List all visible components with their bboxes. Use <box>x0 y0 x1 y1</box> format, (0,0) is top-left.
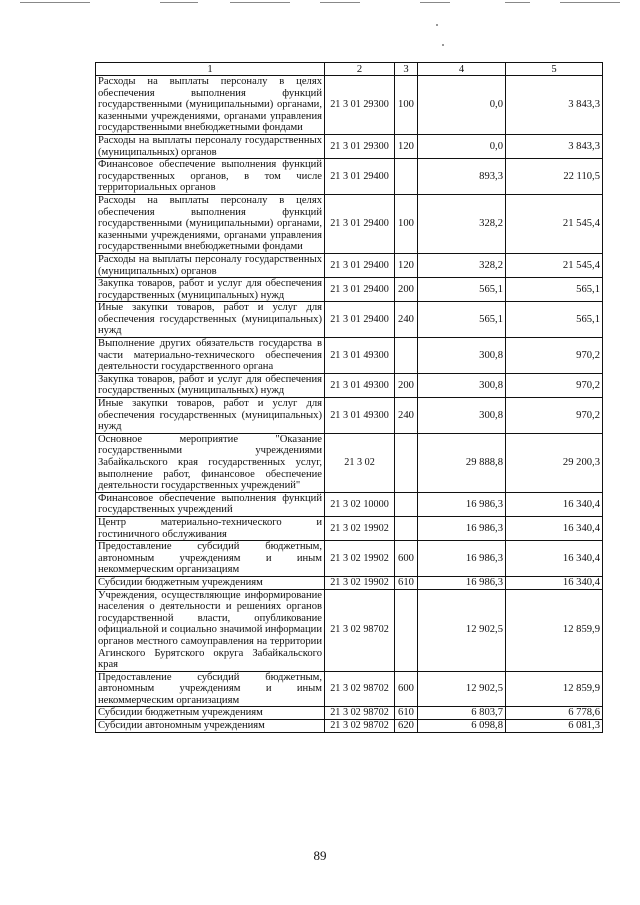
row-code-cell: 21 3 01 49300 <box>325 373 395 397</box>
table-body <box>96 76 603 733</box>
row-code-cell: 21 3 01 49300 <box>325 338 395 374</box>
row-name-cell: Финансовое обеспечение выполнения функций государственных учреждений <box>96 492 325 516</box>
row-value-col4: 12 902,5 <box>418 589 506 671</box>
table-row <box>96 576 603 589</box>
row-type-cell: 100 <box>395 76 418 135</box>
table-row <box>96 76 603 135</box>
table-row <box>96 278 603 302</box>
row-name-cell: Центр материально-технического и гостиничного обслуживания <box>96 516 325 540</box>
table-row <box>96 373 603 397</box>
row-type-cell: 120 <box>395 253 418 277</box>
row-value-col5: 3 843,3 <box>506 76 603 135</box>
row-value-col5: 16 340,4 <box>506 492 603 516</box>
table-row <box>96 671 603 707</box>
scan-speck <box>436 24 438 26</box>
row-code-cell: 21 3 02 98702 <box>325 720 395 733</box>
row-code-cell: 21 3 01 29400 <box>325 159 395 195</box>
row-type-cell <box>395 433 418 492</box>
row-code-cell: 21 3 01 49300 <box>325 398 395 434</box>
row-type-cell: 200 <box>395 278 418 302</box>
row-name-cell: Иные закупки товаров, работ и услуг для обеспечения государственных (муниципальных) нужд <box>96 398 325 434</box>
row-type-cell: 120 <box>395 134 418 158</box>
row-value-col4: 12 902,5 <box>418 671 506 707</box>
row-value-col5: 22 110,5 <box>506 159 603 195</box>
row-value-col5: 3 843,3 <box>506 134 603 158</box>
row-value-col4: 6 098,8 <box>418 720 506 733</box>
table-row <box>96 707 603 720</box>
row-value-col5: 565,1 <box>506 302 603 338</box>
header-row <box>96 63 603 76</box>
row-value-col4: 300,8 <box>418 338 506 374</box>
table-row <box>96 492 603 516</box>
page-number: 89 <box>313 848 327 863</box>
row-name-cell: Расходы на выплаты персоналу в целях обеспечения выполнения функций государственными (муниципальными) органами, казенными учреждениями, органами управления государственными внебюджетными фондами <box>96 76 325 135</box>
row-code-cell: 21 3 02 19902 <box>325 541 395 577</box>
scan-speck <box>442 44 444 46</box>
row-value-col5: 970,2 <box>506 398 603 434</box>
scan-artifact-top-edge <box>0 0 640 6</box>
row-value-col4: 6 803,7 <box>418 707 506 720</box>
row-value-col4: 16 986,3 <box>418 516 506 540</box>
row-name-cell: Выполнение других обязательств государства в части материально-технического обеспечения деятельности государственного органа <box>96 338 325 374</box>
table-header <box>96 63 603 76</box>
row-value-col5: 16 340,4 <box>506 541 603 577</box>
row-type-cell: 240 <box>395 302 418 338</box>
row-code-cell: 21 3 01 29400 <box>325 278 395 302</box>
row-value-col5: 970,2 <box>506 373 603 397</box>
row-code-cell: 21 3 01 29300 <box>325 134 395 158</box>
row-value-col5: 12 859,9 <box>506 671 603 707</box>
row-value-col4: 16 986,3 <box>418 576 506 589</box>
row-value-col5: 29 200,3 <box>506 433 603 492</box>
row-value-col5: 21 545,4 <box>506 194 603 253</box>
row-name-cell: Субсидии автономным учреждениям <box>96 720 325 733</box>
row-type-cell <box>395 159 418 195</box>
table-row <box>96 589 603 671</box>
row-code-cell: 21 3 01 29400 <box>325 253 395 277</box>
row-value-col5: 970,2 <box>506 338 603 374</box>
table-row <box>96 433 603 492</box>
table-row <box>96 134 603 158</box>
table-row <box>96 159 603 195</box>
row-name-cell: Основное мероприятие "Оказание государственными учреждениями Забайкальского края государственных услуг, выполнение работ, финансовое обеспечение деятельности государственных учреждений" <box>96 433 325 492</box>
row-type-cell <box>395 492 418 516</box>
table-row <box>96 253 603 277</box>
table-row <box>96 516 603 540</box>
table-row <box>96 541 603 577</box>
row-name-cell: Расходы на выплаты персоналу государственных (муниципальных) органов <box>96 134 325 158</box>
row-name-cell: Субсидии бюджетным учреждениям <box>96 576 325 589</box>
row-type-cell: 240 <box>395 398 418 434</box>
table-row <box>96 338 603 374</box>
table-row <box>96 194 603 253</box>
row-type-cell: 100 <box>395 194 418 253</box>
row-name-cell: Предоставление субсидий бюджетным, автономным учреждениям и иным некоммерческим организациям <box>96 541 325 577</box>
row-name-cell: Предоставление субсидий бюджетным, автономным учреждениям и иным некоммерческим организациям <box>96 671 325 707</box>
row-value-col5: 6 778,6 <box>506 707 603 720</box>
row-value-col5: 6 081,3 <box>506 720 603 733</box>
row-type-cell: 600 <box>395 671 418 707</box>
row-value-col5: 21 545,4 <box>506 253 603 277</box>
row-name-cell: Расходы на выплаты персоналу в целях обеспечения выполнения функций государственными (муниципальными) органами, казенными учреждениями, органами управления государственными внебюджетными фондами <box>96 194 325 253</box>
budget-table <box>95 62 603 733</box>
row-name-cell: Иные закупки товаров, работ и услуг для обеспечения государственных (муниципальных) нужд <box>96 302 325 338</box>
row-type-cell: 200 <box>395 373 418 397</box>
row-type-cell: 600 <box>395 541 418 577</box>
row-code-cell: 21 3 02 19902 <box>325 516 395 540</box>
row-type-cell <box>395 589 418 671</box>
row-value-col4: 565,1 <box>418 278 506 302</box>
row-value-col4: 300,8 <box>418 373 506 397</box>
row-value-col5: 565,1 <box>506 278 603 302</box>
header-col-4: 4 <box>418 63 506 76</box>
row-name-cell: Учреждения, осуществляющие информирование населения о деятельности и решениях органов государственной власти, опубликование официальной и социально значимой информации органов местного самоуправления на территории Агинского Бурятского округа Забайкальского края <box>96 589 325 671</box>
table-row <box>96 302 603 338</box>
row-code-cell: 21 3 02 98702 <box>325 589 395 671</box>
header-col-5: 5 <box>506 63 603 76</box>
row-value-col5: 12 859,9 <box>506 589 603 671</box>
row-type-cell <box>395 338 418 374</box>
row-value-col4: 565,1 <box>418 302 506 338</box>
header-col-2: 2 <box>325 63 395 76</box>
row-code-cell: 21 3 02 10000 <box>325 492 395 516</box>
row-name-cell: Расходы на выплаты персоналу государственных (муниципальных) органов <box>96 253 325 277</box>
row-value-col4: 300,8 <box>418 398 506 434</box>
row-code-cell: 21 3 02 19902 <box>325 576 395 589</box>
row-name-cell: Закупка товаров, работ и услуг для обеспечения государственных (муниципальных) нужд <box>96 278 325 302</box>
row-code-cell: 21 3 01 29300 <box>325 76 395 135</box>
table-row <box>96 398 603 434</box>
row-name-cell: Закупка товаров, работ и услуг для обеспечения государственных (муниципальных) нужд <box>96 373 325 397</box>
row-value-col4: 328,2 <box>418 253 506 277</box>
header-col-3: 3 <box>395 63 418 76</box>
row-type-cell: 620 <box>395 720 418 733</box>
row-value-col5: 16 340,4 <box>506 516 603 540</box>
row-value-col4: 0,0 <box>418 76 506 135</box>
row-value-col4: 16 986,3 <box>418 492 506 516</box>
row-code-cell: 21 3 02 98702 <box>325 671 395 707</box>
row-name-cell: Субсидии бюджетным учреждениям <box>96 707 325 720</box>
row-value-col5: 16 340,4 <box>506 576 603 589</box>
row-value-col4: 29 888,8 <box>418 433 506 492</box>
table-row <box>96 720 603 733</box>
row-code-cell: 21 3 02 <box>325 433 395 492</box>
row-value-col4: 16 986,3 <box>418 541 506 577</box>
row-type-cell: 610 <box>395 707 418 720</box>
row-type-cell: 610 <box>395 576 418 589</box>
row-code-cell: 21 3 01 29400 <box>325 194 395 253</box>
row-code-cell: 21 3 01 29400 <box>325 302 395 338</box>
row-value-col4: 328,2 <box>418 194 506 253</box>
row-code-cell: 21 3 02 98702 <box>325 707 395 720</box>
row-type-cell <box>395 516 418 540</box>
header-col-1: 1 <box>96 63 325 76</box>
row-name-cell: Финансовое обеспечение выполнения функций государственных органов, в том числе территориальных органов <box>96 159 325 195</box>
row-value-col4: 0,0 <box>418 134 506 158</box>
row-value-col4: 893,3 <box>418 159 506 195</box>
